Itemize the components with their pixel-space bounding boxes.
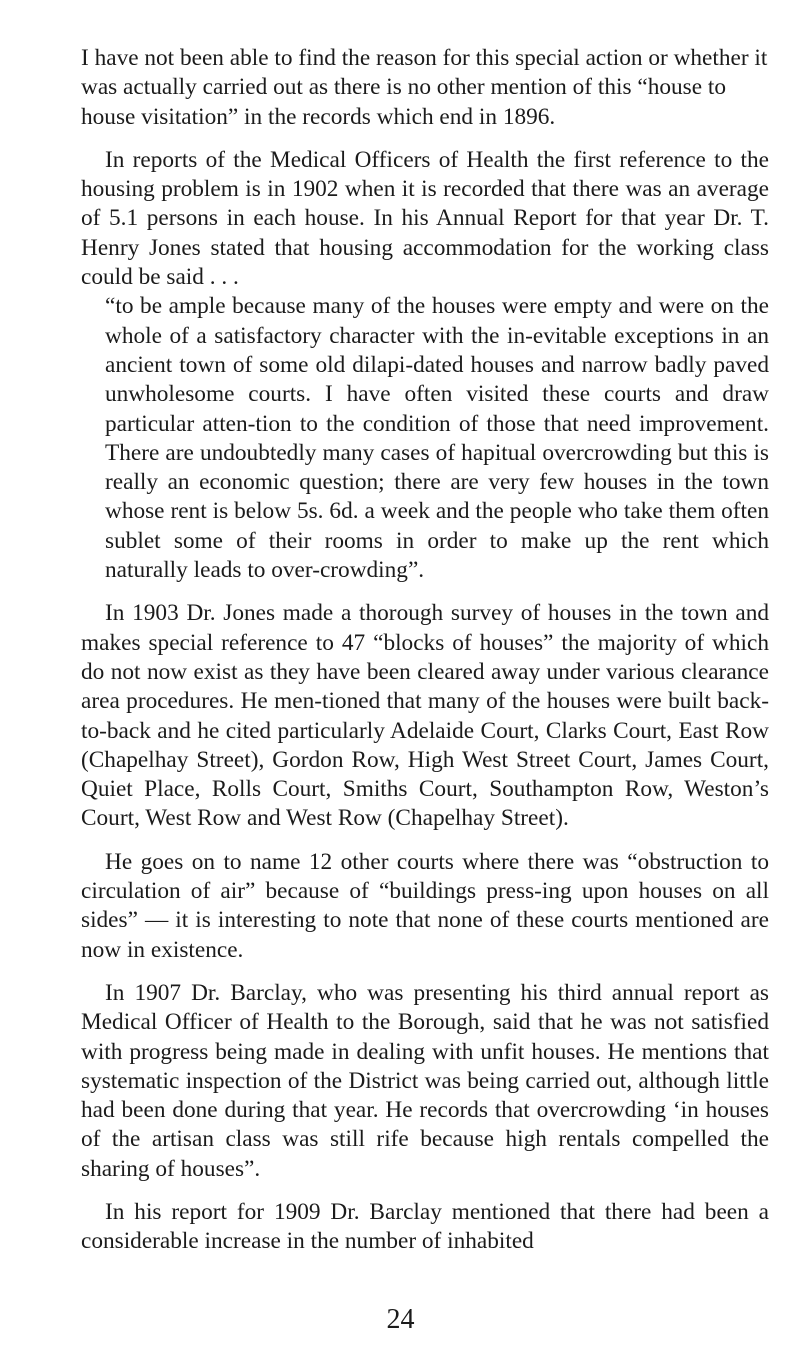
paragraph-3: In 1903 Dr. Jones made a thorough survey of houses in the town and makes special reference to 47 “blocks of houses” the majority of which do not now exist as they have been cleared away under various clearance area procedures. He men-tioned that many of the houses were built back-to-back and he cited particularly Adelaide Court, Clarks Court, East Row (Chapelhay Street), Gordon Row, High West Street Court, James Court, Quiet Place, Rolls Court, Smiths Court, Southampton Row, Weston’s Court, West Row and West Row (Chapelhay Street). <box>81 600 769 832</box>
block-quote: “to be ample because many of the houses were empty and were on the whole of a satisfactory character with the in-evitable exceptions in an ancient town of some old dilapi-dated houses and narrow badly paved unwholesome courts. I have often visited these courts and draw particular atten-tion to the condition of those that need improvement. There are undoubtedly many cases of hapitual overcrowding but this is really an economic question; there are very few houses in the town whose rent is below 5s. 6d. a week and the people who take them often sublet some of their rooms in order to make up the rent which naturally leads to over-crowding”. <box>105 293 769 584</box>
document-page <box>81 44 769 1257</box>
page-number: 24 <box>386 1304 415 1335</box>
paragraph-2: In reports of the Medical Officers of Health the first reference to the housing problem is in 1902 when it is recorded that there was an average of 5.1 persons in each house. In his Annual Report for that year Dr. T. Henry Jones stated that housing accommodation for the working class could be said . . . <box>81 146 769 291</box>
paragraph-6: In his report for 1909 Dr. Barclay mentioned that there had been a considerable increase in the number of inhabited <box>81 1198 769 1255</box>
paragraph-1: I have not been able to find the reason for this special action or whether it was actually carried out as there is no other mention of this “house to house visitation” in the records which end in 1896. <box>81 45 768 130</box>
paragraph-4: He goes on to name 12 other courts where there was “obstruction to circulation of air” because of “buildings press-ing upon houses on all sides” — it is interesting to note that none of these courts mentioned are now in existence. <box>81 848 769 963</box>
paragraph-5: In 1907 Dr. Barclay, who was presenting his third annual report as Medical Officer of Health to the Borough, said that he was not satisfied with progress being made in dealing with unfit houses. He mentions that systematic inspection of the District was being carried out, although little had been done during that year. He records that overcrowding ‘in houses of the artisan class was still rife because high rentals compelled the sharing of houses”. <box>81 979 769 1182</box>
